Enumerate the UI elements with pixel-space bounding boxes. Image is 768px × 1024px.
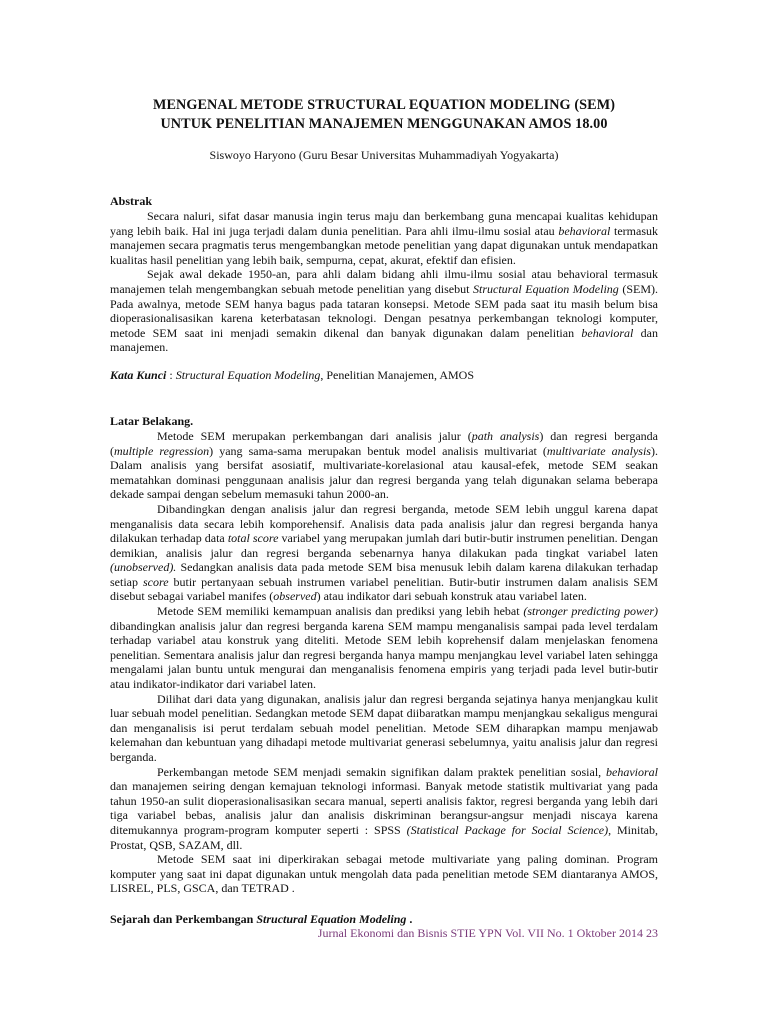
journal-footer: Jurnal Ekonomi dan Bisnis STIE YPN Vol. VII No. 1 Oktober 2014 23 [317,926,658,940]
background-heading: Latar Belakang. [110,413,194,428]
keywords-line: Kata Kunci : Structural Equation Modeling, Penelitian Manajemen, AMOS [110,367,475,382]
article-page [110,96,658,927]
abstract-heading: Abstrak [110,194,153,208]
keywords-label: Kata Kunci [110,367,167,382]
background-paragraph-2: Dibandingkan dengan analisis jalur dan regresi berganda, metode SEM lebih unggul karena dapat menganalisis data secara lebih komporehensif. Analisis data pada analisis jalur dan regresi berganda hanya dilakukan terhadap data total score variabel yang merupakan jumlah dari butir-butir instrumen penelitian. Dengan demikian, analisis jalur dan regresi berganda sebenarnya hanya dilakukan pada tingkat variabel laten (unobserved). Sedangkan analisis data pada metode SEM bisa menusuk lebih dalam karena dilakukan terhadap setiap score butir pertanyaan sebuah instrumen variabel penelitian. Butir-butir instrumen dalam analisis SEM disebut sebagai variabel manifes (observed) atau indikator dari sebuah konstruk atau variabel laten. [110,501,658,604]
article-title [110,96,658,134]
abstract-paragraph-2: Sejak awal dekade 1950-an, para ahli dalam bidang ahli ilmu-ilmu sosial atau behavioral termasuk manajemen telah mengembangkan sebuah metode penelitian yang disebut Structural Equation Modeling (SEM). Pada awalnya, metode SEM hanya bagus pada tataran konsepsi. Metode SEM pada saat itu masih belum bisa dioperasionalisasikan karena keterbatasan teknologi. Dengan pesatnya perkembangan teknologi komputer, metode SEM saat ini menjadi semakin dikenal dan banyak digunakan dalam penelitian behavioral dan manajemen. [110,267,659,355]
abstract-paragraph-1: Secara naluri, sifat dasar manusia ingin terus maju dan berkembang guna mencapai kualitas kehidupan yang lebih baik. Hal ini juga terjadi dalam dunia penelitian. Para ahli ilmu-ilmu sosial atau behavioral termasuk manajemen secara pragmatis terus mengembangkan metode penelitian yang dapat digunakan untuk mendapatkan kualitas hasil penelitian yang lebih baik, sempurna, cepat, akurat, efektif dan efisien. [110,209,658,267]
title-line-2: UNTUK PENELITIAN MANAJEMEN MENGGUNAKAN AMOS 18.00 [160,116,608,132]
background-paragraph-6: Metode SEM saat ini diperkirakan sebagai metode multivariate yang paling dominan. Program komputer yang saat ini dapat digunakan untuk mengolah data pada penelitian metode SEM diantaranya AMOS, LISREL, PLS, GSCA, dan TETRAD . [110,852,658,896]
background-paragraph-1: Metode SEM merupakan perkembangan dari analisis jalur (path analysis) dan regresi berganda (multiple regression) yang sama-sama merupakan bentuk model analisis multivariat (multivariate analysis). Dalam analisis yang bersifat asosiatif, multivariate-korelasional atau kausal-efek, metode SEM seakan mematahkan dominasi penggunaan analisis jalur dan regresi berganda yang telah digunakan selama beberapa dekade sampai dengan sebelum memasuki tahun 2000-an. [110,428,658,502]
background-paragraph-5: Perkembangan metode SEM menjadi semakin signifikan dalam praktek penelitian sosial, behavioral dan manajemen seiring dengan kemajuan teknologi informasi. Banyak metode statistik multivariat yang pada tahun 1950-an sulit dioperasionalisasikan secara manual, seperti analisis faktor, regresi berganda yang lebih dari tiga variabel bebas, analisis jalur dan analisis diskriminan berangsur-angsur menjadi niscaya karena ditemukannya program-program komputer seperti : SPSS (Statistical Package for Social Science), Minitab, Prostat, QSB, SAZAM, dll. [110,764,659,852]
background-paragraph-4: Dilihat dari data yang digunakan, analisis jalur dan regresi berganda sejatinya hanya menjangkau kulit luar sebuah model penelitian. Sedangkan metode SEM dapat diibaratkan mampu menjangkau sekaligus mengurai dan menganalisis isi perut terdalam sebuah model penelitian. Metode SEM diharapkan mampu menjawab kelemahan dan kebuntuan yang dihadapi metode multivariat generasi sebelumnya, yaitu analisis jalur dan regresi berganda. [110,691,658,764]
author-line: Siswoyo Haryono (Guru Besar Universitas Muhammadiyah Yogyakarta) [209,148,559,162]
background-paragraph-3: Metode SEM memiliki kemampuan analisis dan prediksi yang lebih hebat (stronger predicting power) dibandingkan analisis jalur dan regresi berganda karena SEM mampu menganalisis sampai pada level terdalam terhadap variabel atau konstruk yang diteliti. Metode SEM lebih koprehensif dalam menjelaskan fenomena penelitian. Sementara analisis jalur dan regresi berganda hanya mampu menjangkau level variabel laten sehingga mengalami jalan buntu untuk mengurai dan menganalisis fenomena empiris yang terjadi pada level butir-butir atau indikator-indikator dari variabel laten. [110,604,658,692]
title-line-1: MENGENAL METODE STRUCTURAL EQUATION MODELING (SEM) [152,97,616,113]
history-heading: Sejarah dan Perkembangan Structural Equation Modeling . [110,911,413,926]
